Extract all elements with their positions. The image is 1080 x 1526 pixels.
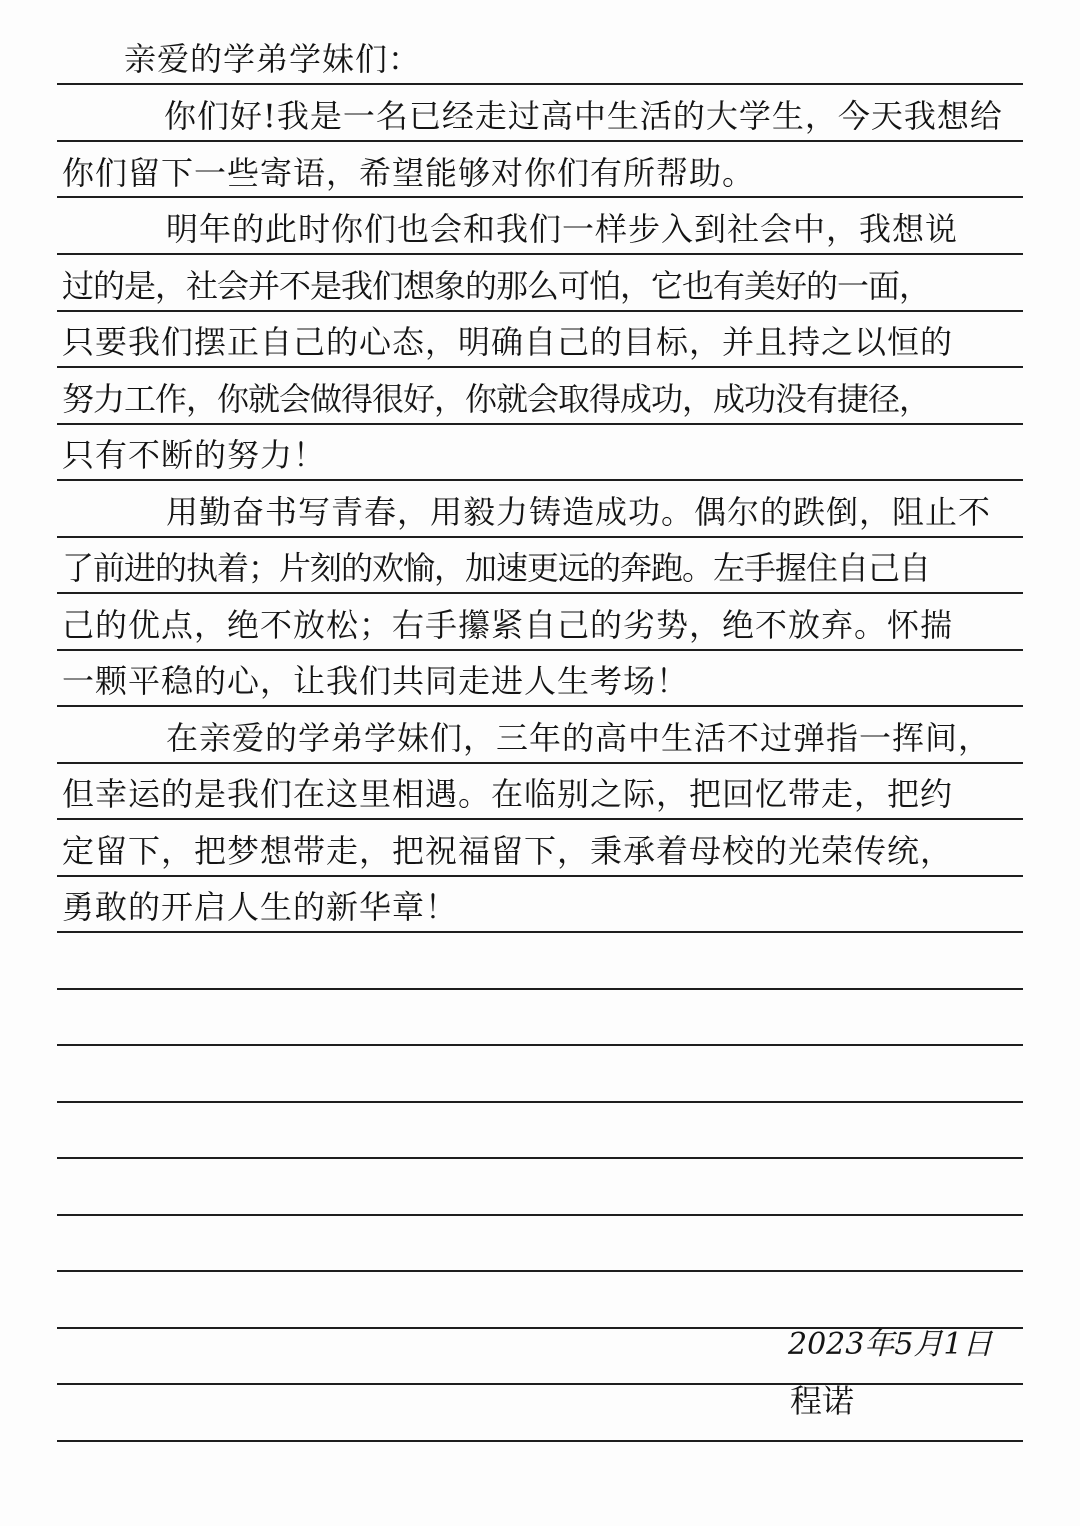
letter-line: 但幸运的是我们在这里相遇。在临别之际，把回忆带走，把约 — [62, 775, 954, 813]
ruled-line — [57, 1214, 1023, 1216]
ruled-line — [57, 1383, 1023, 1385]
ruled-line — [57, 988, 1023, 990]
signature: 程诺 — [790, 1382, 855, 1420]
ruled-line — [57, 1157, 1023, 1159]
ruled-line — [57, 1101, 1023, 1103]
letter-line: 你们好!我是一名已经走过高中生活的大学生，今天我想给 — [164, 97, 1003, 135]
ruled-line — [57, 1440, 1023, 1442]
letter-date: 2023年5月1日 — [788, 1327, 993, 1362]
letter-line: 一颗平稳的心，让我们共同走进人生考场！ — [62, 662, 690, 700]
letter-line: 只要我们摆正自己的心态，明确自己的目标，并且持之以恒的 — [62, 323, 954, 361]
letter-line: 你们留下一些寄语，希望能够对你们有所帮助。 — [62, 154, 756, 192]
letter-line: 过的是，社会并不是我们想象的那么可怕，它也有美好的一面， — [62, 267, 931, 305]
letter-line: 努力工作，你就会做得很好，你就会取得成功，成功没有捷径， — [62, 380, 931, 418]
letter-line: 定留下，把梦想带走，把祝福留下，秉承着母校的光荣传统， — [62, 832, 954, 870]
letter-line: 了前进的执着；片刻的欢愉，加速更远的奔跑。左手握住自己自 — [62, 549, 931, 587]
ruled-line — [57, 1044, 1023, 1046]
letter-line: 在亲爱的学弟学妹们，三年的高中生活不过弹指一挥间， — [166, 719, 992, 757]
letter-line: 只有不断的努力！ — [62, 436, 327, 474]
letter-line: 用勤奋书写青春，用毅力铸造成功。偶尔的跌倒，阻止不 — [166, 493, 992, 531]
letter-line: 勇敢的开启人生的新华章！ — [62, 888, 459, 926]
letter-line: 己的优点，绝不放松；右手攥紧自己的劣势，绝不放弃。怀揣 — [62, 606, 954, 644]
salutation: 亲爱的学弟学妹们： — [124, 40, 422, 78]
letter-line: 明年的此时你们也会和我们一样步入到社会中，我想说 — [166, 210, 959, 248]
ruled-line — [57, 1270, 1023, 1272]
